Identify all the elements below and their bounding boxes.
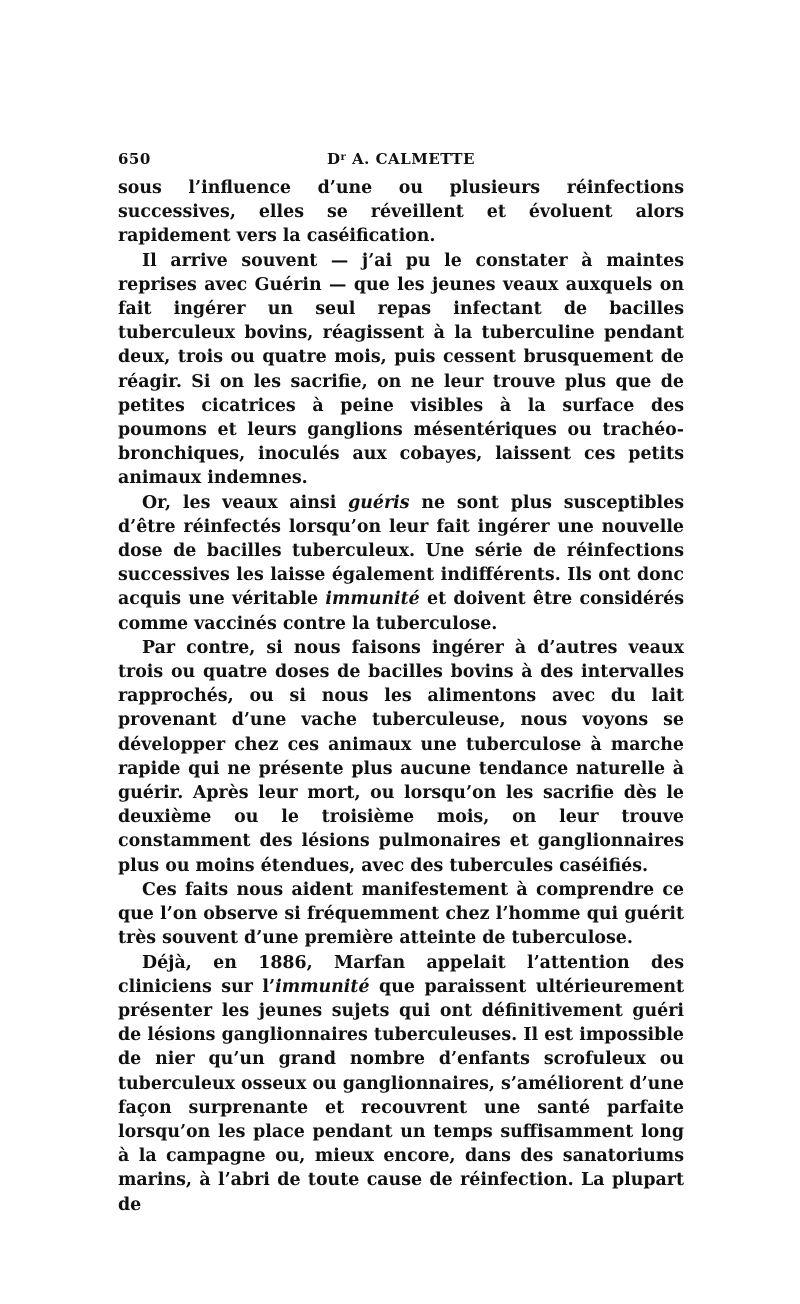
paragraph-text: Il arrive souvent — j’ai pu le constater à maintes reprises avec Guérin — que les jeunes veaux auxquels on fait ingérer un seul repas infectant de bacilles tuberculeux bovins, réagissent à la tuberculine pendant deux, trois ou quatre mois, puis cessent brusquement de réagir. Si on les sacrifie, on ne leur trouve plus que de petites cicatrices à peine visibles à la surface des poumons et leurs ganglions mésentériques ou trachéo-bronchiques, inoculés aux cobayes, laissent ces petits animaux indemnes.	[118, 250, 684, 489]
paragraph-text: que paraissent ultérieurement présenter les jeunes sujets qui ont définitivement guéri de lésions ganglionnaires tuberculeuses. Il est impossible de nier qu’un grand nombre d’enfants scrofuleux ou tuberculeux osseux ou ganglionnaires, s’améliorent d’une façon surprenante et recouvrent une santé parfaite lorsqu’on les place pendant un temps suffisamment long à la campagne ou, mieux encore, dans des sanatoriums marins, à l’abri de toute cause de réinfection. La plupart de	[118, 976, 685, 1215]
italic-term: immunité	[275, 976, 370, 997]
paragraph-text: ne sont plus susceptibles d’être réinfectés lorsqu’on leur fait ingérer une nouvelle dose de bacilles tuberculeux. Une série de réinfections successives les laisse également indifférents. Ils ont donc acquis une véritable	[118, 492, 684, 610]
paragraph	[118, 176, 684, 249]
paragraph-text: Or, les veaux ainsi	[142, 492, 349, 513]
paragraph	[118, 636, 684, 878]
paragraph-text: Ces faits nous aident manifestement à comprendre ce que l’on observe si fréquemment chez l’homme qui guérit très souvent d’une première atteinte de tuberculose.	[118, 879, 684, 949]
page-number: 650	[118, 150, 151, 168]
body-text	[118, 176, 684, 1217]
paragraph	[118, 249, 684, 491]
running-title	[118, 150, 684, 168]
paragraph	[118, 491, 684, 636]
paragraph-text: et doivent être considérés comme vaccinés contre la tuberculose.	[118, 589, 684, 634]
running-head	[118, 150, 684, 176]
book-page	[118, 150, 684, 1217]
paragraph-text: sous l’influence d’une ou plusieurs réinfections successives, elles se réveillent et évoluent alors rapidement vers la caséification.	[118, 178, 684, 247]
paragraph-text: Déjà, en 1886, Marfan appelait l’attention des cliniciens sur l’	[118, 952, 684, 997]
author-prefix: D	[327, 150, 341, 168]
italic-term: guéris	[348, 492, 410, 513]
author-name: A. CALMETTE	[346, 150, 475, 168]
author-prefix-superscript: r	[340, 152, 347, 163]
paragraph	[118, 878, 684, 951]
paragraph-text: Par contre, si nous faisons ingérer à d’autres veaux trois ou quatre doses de bacilles bovins à des intervalles rapprochés, ou si nous les alimentons avec du lait provenant d’une vache tuberculeuse, nous voyons se développer chez ces animaux une tuberculose à marche rapide qui ne présente plus aucune tendance naturelle à guérir. Après leur mort, ou lorsqu’on les sacrifie dès le deuxième ou le troisième mois, on leur trouve constamment des lésions pulmonaires et ganglionnaires plus ou moins étendues, avec des tubercules caséifiés.	[118, 637, 684, 876]
italic-term: immunité	[325, 589, 420, 610]
paragraph	[118, 951, 684, 1217]
